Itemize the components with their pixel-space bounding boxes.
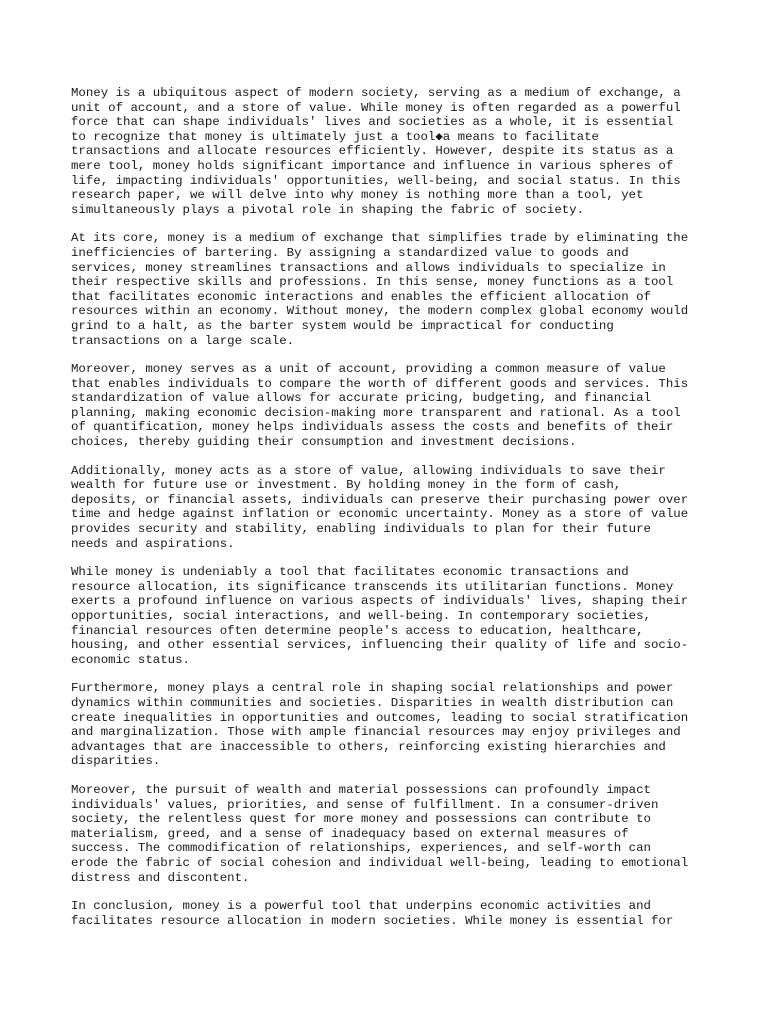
- document-page: [71, 86, 701, 942]
- paragraph-store-of-value: Additionally, money acts as a store of value, allowing individuals to save their wealth for future use or investment. By holding money in the form of cash, deposits, or financial assets, individuals can preserve their purchasing power over time and hedge against inflation or economic uncertainty. Money as a store of value provides security and stability, enabling individuals to plan for their future needs and aspirations.: [71, 463, 689, 551]
- paragraph-medium-of-exchange: At its core, money is a medium of exchange that simplifies trade by eliminating the inefficiencies of bartering. By assigning a standardized value to goods and services, money streamlines transactions and allows individuals to specialize in their respective skills and professions. In this sense, money functions as a tool that facilitates economic interactions and enables the efficient allocation of resources within an economy. Without money, the modern complex global economy would grind to a halt, as the barter system would be impractical for conducting transactions on a large scale.: [71, 231, 689, 348]
- paragraph-intro: Money is a ubiquitous aspect of modern society, serving as a medium of exchange, a unit of account, and a store of value. While money is often regarded as a powerful force that can shape individuals' lives and societies as a whole, it is essential to recognize that money is ultimately just a tool◆a means to facilitate transactions and allocate resources efficiently. However, despite its status as a mere tool, money holds significant importance and influence in various spheres of life, impacting individuals' opportunities, well-being, and social status. In this research paper, we will delve into why money is nothing more than a tool, yet simultaneously plays a pivotal role in shaping the fabric of society.: [71, 86, 681, 217]
- paragraph-unit-of-account: Moreover, money serves as a unit of account, providing a common measure of value that enables individuals to compare the worth of different goods and services. This standardization of value allows for accurate pricing, budgeting, and financial planning, making economic decision-making more transparent and rational. As a tool of quantification, money helps individuals assess the costs and benefits of their choices, thereby guiding their consumption and investment decisions.: [71, 362, 689, 450]
- paragraph-social-relationships: Furthermore, money plays a central role in shaping social relationships and power dynamics within communities and societies. Disparities in wealth distribution can create inequalities in opportunities and outcomes, leading to social stratification and marginalization. Those with ample financial resources may enjoy privileges and advantages that are inaccessible to others, reinforcing existing hierarchies and disparities.: [71, 681, 689, 769]
- paragraph-conclusion: In conclusion, money is a powerful tool that underpins economic activities and facilitates resource allocation in modern societies. While money is essential for: [71, 899, 674, 928]
- paragraph-significance: While money is undeniably a tool that facilitates economic transactions and resource allocation, its significance transcends its utilitarian functions. Money exerts a profound influence on various aspects of individuals' lives, shaping their opportunities, social interactions, and well-being. In contemporary societies, financial resources often determine people's access to education, healthcare, housing, and other essential services, influencing their quality of life and socio- economic status.: [71, 565, 689, 667]
- paragraph-pursuit-of-wealth: Moreover, the pursuit of wealth and material possessions can profoundly impact individuals' values, priorities, and sense of fulfillment. In a consumer-driven society, the relentless quest for more money and possessions can contribute to materialism, greed, and a sense of inadequacy based on external measures of success. The commodification of relationships, experiences, and self-worth can erode the fabric of social cohesion and individual well-being, leading to emotional distress and discontent.: [71, 782, 689, 885]
